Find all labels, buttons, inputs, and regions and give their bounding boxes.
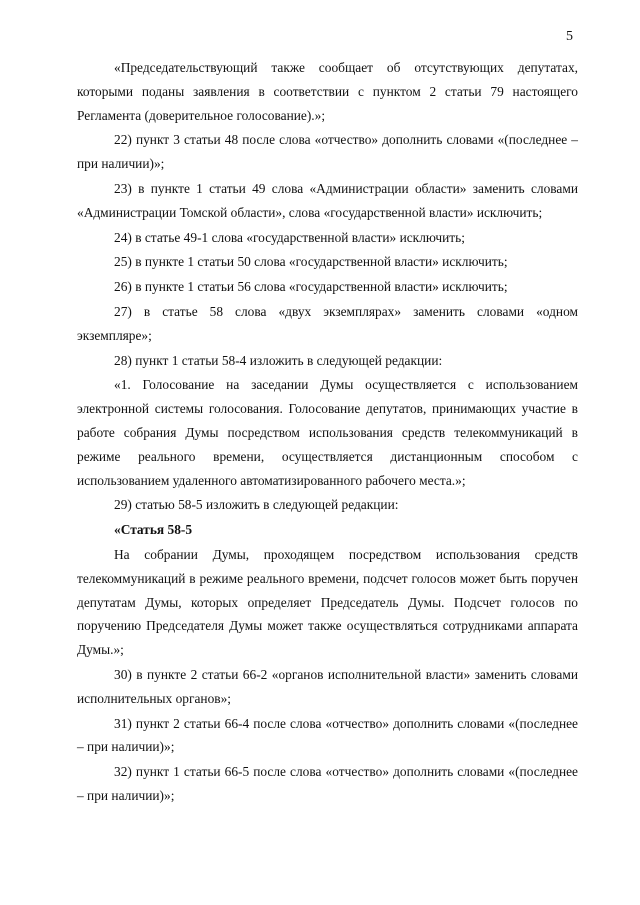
paragraph: 27) в статье 58 слова «двух экземплярах» заменить словами «одном экземпляре»; xyxy=(77,303,578,343)
paragraph: 29) статью 58-5 изложить в следующей редакции: xyxy=(114,497,399,513)
paragraph: 23) в пункте 1 статьи 49 слова «Администрации области» заменить словами «Администрации Томской области», слова «государственной власти» исключить; xyxy=(77,180,578,220)
paragraph: «Председательствующий также сообщает об отсутствующих депутатах, которыми поданы заявления в соответствии с пунктом 2 статьи 79 настоящего Регламента (доверительное голосование).»; xyxy=(77,60,578,123)
paragraph: 24) в статье 49-1 слова «государственной власти» исключить; xyxy=(114,229,465,245)
paragraph: 30) в пункте 2 статьи 66-2 «органов исполнительной власти» заменить словами исполнительных органов»; xyxy=(77,666,578,706)
paragraph: 22) пункт 3 статьи 48 после слова «отчество» дополнить словами «(последнее – при наличии)»; xyxy=(77,132,578,172)
paragraph: 31) пункт 2 статьи 66-4 после слова «отчество» дополнить словами «(последнее – при наличии)»; xyxy=(77,715,578,755)
document-body xyxy=(77,56,578,808)
paragraph: 25) в пункте 1 статьи 50 слова «государственной власти» исключить; xyxy=(114,254,508,270)
paragraph: 32) пункт 1 статьи 66-5 после слова «отчество» дополнить словами «(последнее – при наличии)»; xyxy=(77,764,578,803)
paragraph: На собрании Думы, проходящем посредством использования средств телекоммуникаций в режиме реального времени, подсчет голосов может быть поручен депутатам Думы, которых определяет Председатель Думы. Подсчет голосов по поручению Председателя Думы может также осуществляться сотрудниками аппарата Думы.»; xyxy=(77,546,578,658)
article-heading: «Статья 58-5 xyxy=(114,522,193,538)
paragraph: 28) пункт 1 статьи 58-4 изложить в следующей редакции: xyxy=(114,352,443,368)
paragraph: «1. Голосование на заседании Думы осуществляется с использованием электронной системы голосования. Голосование депутатов, принимающих участие в работе собрания Думы посредством использования средств телекоммуникаций в режиме реального времени, осуществляется дистанционным способом с использованием удаленного автоматизированного рабочего места.»; xyxy=(77,377,578,488)
page-number: 5 xyxy=(566,29,573,44)
paragraph: 26) в пункте 1 статьи 56 слова «государственной власти» исключить; xyxy=(114,279,508,295)
